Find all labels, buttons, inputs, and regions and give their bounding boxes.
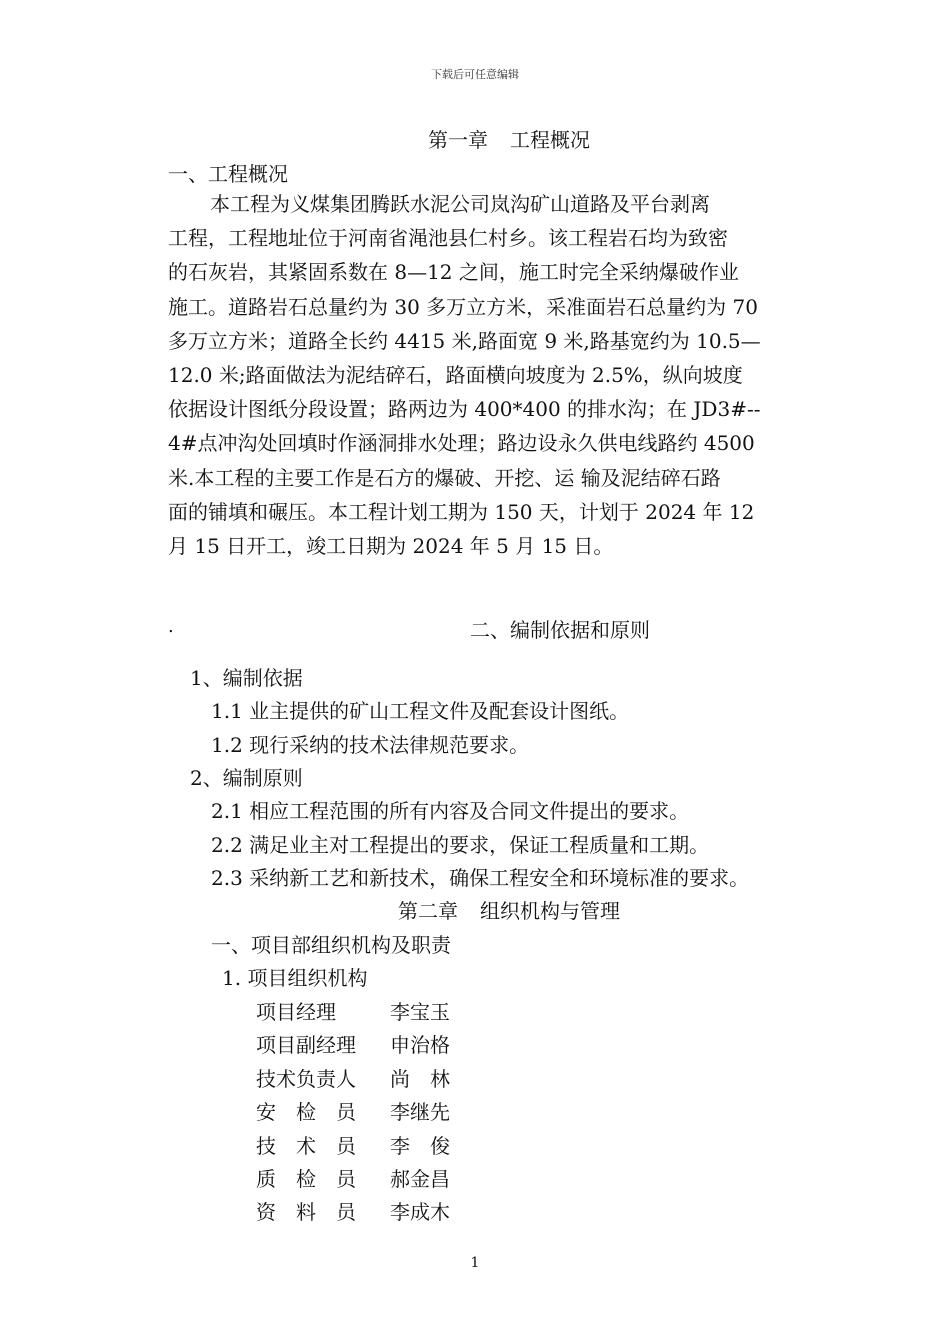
- staff-role: 安 检 员: [256, 1100, 356, 1124]
- staff-row: [256, 1063, 450, 1092]
- paragraph-line: 12.0 米;路面做法为泥结碎石，路面横向坡度为 2.5%，纵向坡度: [168, 363, 743, 388]
- chapter1-title: [0, 124, 950, 153]
- paragraph-line: 施工。道路岩石总量约为 30 多万立方米，采准面岩石总量约为 70: [168, 294, 758, 319]
- staff-row: [256, 1163, 450, 1192]
- staff-name: 李宝玉: [390, 1000, 450, 1024]
- stray-dot: .: [168, 616, 174, 637]
- staff-role: 技 术 员: [256, 1134, 356, 1158]
- staff-name: 李成木: [390, 1200, 450, 1224]
- staff-row: [256, 1096, 450, 1125]
- chapter1-name: 工程概况: [510, 128, 590, 152]
- staff-role: 资 料 员: [256, 1200, 356, 1224]
- paragraph-line: 依据设计图纸分段设置；路两边为 400*400 的排水沟；在 JD3#--: [168, 397, 761, 422]
- principle-item: 2.3 采纳新工艺和新技术，确保工程安全和环境标准的要求。: [211, 866, 750, 890]
- paragraph-line: 面的铺填和碾压。本工程计划工期为 150 天，计划于 2024 年 12: [168, 499, 755, 524]
- staff-name: 申治格: [390, 1033, 450, 1057]
- basis-item: 1.1 业主提供的矿山工程文件及配套设计图纸。: [211, 699, 630, 723]
- chapter1-number: 第一章: [428, 128, 488, 152]
- chapter2-title: [0, 895, 950, 924]
- paragraph-line: 多万立方米；道路全长约 4415 米,路面宽 9 米,路基宽约为 10.5—: [168, 328, 761, 353]
- section-overview-heading: 一、工程概况: [168, 162, 288, 186]
- overview-paragraph: [168, 187, 810, 563]
- chapter2-number: 第二章: [398, 899, 458, 923]
- principle-item: 2.2 满足业主对工程提出的要求，保证工程质量和工期。: [211, 833, 710, 857]
- header-note: 下载后可任意编辑: [431, 68, 519, 81]
- paragraph-line: 4#点冲沟处回填时作涵洞排水处理；路边设永久供电线路约 4500: [168, 431, 755, 456]
- staff-row: [256, 1196, 450, 1225]
- staff-role: 技术负责人: [256, 1067, 356, 1091]
- staff-role: 项目副经理: [256, 1033, 356, 1057]
- staff-row: [256, 1130, 450, 1159]
- staff-role: 质 检 员: [256, 1167, 356, 1191]
- principle-item: 2.1 相应工程范围的所有内容及合同文件提出的要求。: [211, 799, 690, 823]
- paragraph-line: 工程，工程地址位于河南省渑池县仁村乡。该工程岩石均为致密: [168, 226, 728, 251]
- paragraph-line: 月 15 日开工，竣工日期为 2024 年 5 月 15 日。: [168, 534, 614, 559]
- staff-role: 项目经理: [256, 1000, 336, 1024]
- basis-heading: 1、编制依据: [190, 666, 303, 690]
- staff-row: [256, 996, 450, 1025]
- staff-name: 李 俊: [390, 1134, 450, 1158]
- staff-row: [256, 1029, 450, 1058]
- org-sub-heading: 1. 项目组织机构: [222, 966, 368, 990]
- principle-heading: 2、编制原则: [190, 766, 303, 790]
- org-section-heading: 一、项目部组织机构及职责: [211, 933, 451, 957]
- paragraph-line: 的石灰岩，其紧固系数在 8—12 之间，施工时完全采纳爆破作业: [168, 260, 739, 285]
- paragraph-line: 本工程为义煤集团腾跃水泥公司岚沟矿山道路及平台剥离: [210, 192, 710, 216]
- staff-name: 郝金昌: [390, 1167, 450, 1191]
- staff-name: 尚 林: [390, 1067, 450, 1091]
- chapter2-name: 组织机构与管理: [480, 899, 620, 923]
- page-number: 1: [470, 1255, 480, 1271]
- section-basis-title: 二、编制依据和原则: [470, 618, 650, 642]
- paragraph-line: 米.本工程的主要工作是石方的爆破、开挖、运 输及泥结碎石路: [168, 465, 721, 490]
- staff-name: 李继先: [390, 1100, 450, 1124]
- basis-item: 1.2 现行采纳的技术法律规范要求。: [211, 733, 530, 757]
